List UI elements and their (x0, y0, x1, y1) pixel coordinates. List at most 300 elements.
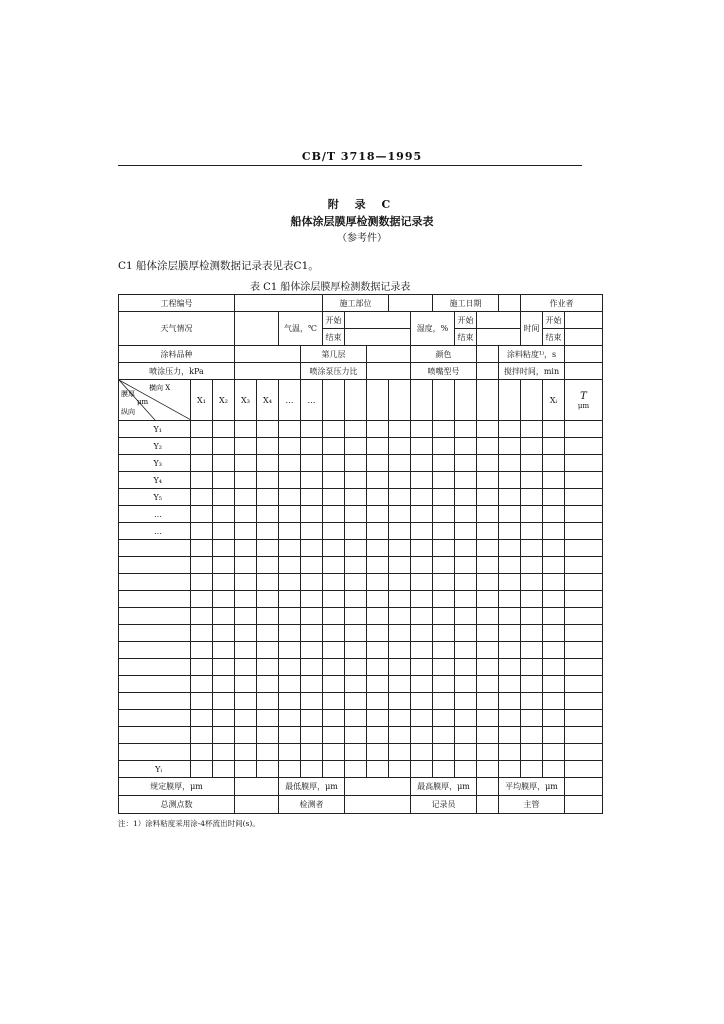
grid-cell (477, 557, 499, 574)
grid-cell (191, 608, 213, 625)
grid-cell (433, 727, 455, 744)
measurement-grid (119, 421, 603, 778)
row-label (119, 659, 191, 676)
table-row (119, 625, 603, 642)
grid-cell (499, 591, 521, 608)
grid-cell (191, 489, 213, 506)
grid-cell (389, 540, 411, 557)
grid-cell (279, 591, 301, 608)
table-row (119, 523, 603, 540)
grid-cell (257, 710, 279, 727)
grid-cell (565, 659, 603, 676)
grid-cell (235, 574, 257, 591)
grid-cell (235, 591, 257, 608)
grid-cell (323, 693, 345, 710)
grid-cell (213, 574, 235, 591)
grid-cell (477, 489, 499, 506)
cell-label: 开始 (323, 312, 345, 329)
grid-cell (433, 540, 455, 557)
grid-cell (301, 540, 323, 557)
grid-cell (213, 438, 235, 455)
grid-cell (323, 506, 345, 523)
grid-cell (191, 523, 213, 540)
grid-cell (433, 744, 455, 761)
row-label: Y₁ (119, 421, 191, 438)
grid-cell (543, 438, 565, 455)
cell-value (235, 295, 323, 312)
grid-cell (499, 421, 521, 438)
grid-cell (301, 438, 323, 455)
grid-cell (499, 625, 521, 642)
grid-cell (411, 574, 433, 591)
grid-cell (565, 421, 603, 438)
grid-cell (367, 421, 389, 438)
grid-cell (565, 523, 603, 540)
row-label (119, 744, 191, 761)
grid-cell (477, 438, 499, 455)
grid-cell (411, 608, 433, 625)
grid-cell (477, 761, 499, 778)
cell-value (367, 346, 411, 363)
grid-cell (213, 557, 235, 574)
cell-value (565, 329, 603, 346)
grid-cell (345, 489, 367, 506)
table-row (119, 676, 603, 693)
grid-cell (411, 557, 433, 574)
grid-cell (455, 625, 477, 642)
grid-cell (279, 625, 301, 642)
diag-film: 膜厚 (121, 390, 135, 398)
grid-cell (257, 421, 279, 438)
grid-cell (521, 693, 543, 710)
grid-cell (191, 744, 213, 761)
grid-cell (279, 455, 301, 472)
grid-cell (323, 438, 345, 455)
grid-cell (367, 693, 389, 710)
table-row (119, 557, 603, 574)
grid-cell (543, 727, 565, 744)
grid-cell (191, 574, 213, 591)
grid-cell (543, 557, 565, 574)
grid-cell (521, 540, 543, 557)
grid-cell (499, 540, 521, 557)
grid-cell (411, 421, 433, 438)
grid-cell (565, 693, 603, 710)
cell-label: 记录员 (411, 796, 477, 814)
col-header (389, 380, 411, 421)
row-label (119, 676, 191, 693)
grid-cell (411, 710, 433, 727)
grid-cell (367, 523, 389, 540)
row-label: Y₂ (119, 438, 191, 455)
col-header (477, 380, 499, 421)
appendix-subtitle: 船体涂层膜厚检测数据记录表 (290, 215, 434, 228)
cell-label: 主管 (499, 796, 565, 814)
grid-cell (565, 625, 603, 642)
grid-cell (477, 421, 499, 438)
grid-cell (257, 506, 279, 523)
grid-cell (191, 659, 213, 676)
cell-value (477, 363, 499, 380)
grid-cell (499, 438, 521, 455)
grid-cell (389, 455, 411, 472)
cell-label: 最高膜厚，μm (411, 778, 477, 796)
grid-cell (213, 591, 235, 608)
cell-value (235, 796, 279, 814)
table-row (119, 380, 603, 421)
cell-label: 第几层 (301, 346, 367, 363)
grid-cell (477, 642, 499, 659)
cell-label: 施工部位 (323, 295, 389, 312)
col-header: X₄ (257, 380, 279, 421)
grid-cell (257, 540, 279, 557)
grid-cell (191, 693, 213, 710)
grid-cell (279, 659, 301, 676)
grid-cell (455, 608, 477, 625)
grid-cell (565, 710, 603, 727)
grid-cell (367, 676, 389, 693)
grid-cell (455, 472, 477, 489)
col-header (521, 380, 543, 421)
col-header (367, 380, 389, 421)
grid-cell (565, 642, 603, 659)
grid-cell (565, 608, 603, 625)
grid-cell (301, 472, 323, 489)
grid-cell (257, 659, 279, 676)
grid-cell (345, 710, 367, 727)
grid-cell (433, 489, 455, 506)
grid-cell (235, 693, 257, 710)
grid-cell (279, 693, 301, 710)
grid-cell (279, 744, 301, 761)
grid-cell (389, 591, 411, 608)
grid-cell (235, 557, 257, 574)
grid-cell (301, 727, 323, 744)
row-label: Yᵢ (119, 761, 191, 778)
cell-value (499, 295, 521, 312)
row-label (119, 608, 191, 625)
grid-cell (521, 710, 543, 727)
grid-cell (213, 710, 235, 727)
grid-cell (367, 455, 389, 472)
grid-cell (279, 727, 301, 744)
grid-cell (455, 455, 477, 472)
grid-cell (411, 506, 433, 523)
cell-label: 开始 (543, 312, 565, 329)
cell-value (477, 778, 499, 796)
grid-cell (279, 557, 301, 574)
grid-cell (323, 472, 345, 489)
row-label: … (119, 523, 191, 540)
grid-cell (235, 523, 257, 540)
grid-cell (213, 455, 235, 472)
grid-cell (235, 727, 257, 744)
grid-cell (389, 421, 411, 438)
grid-cell (521, 455, 543, 472)
table-row (119, 591, 603, 608)
diagonal-header-cell (119, 380, 191, 421)
grid-cell (455, 421, 477, 438)
diag-horizontal: 横向 X (149, 384, 171, 392)
row-label: Y₃ (119, 455, 191, 472)
grid-cell (367, 557, 389, 574)
grid-cell (411, 540, 433, 557)
col-header (499, 380, 521, 421)
grid-cell (191, 710, 213, 727)
grid-cell (543, 421, 565, 438)
grid-cell (345, 642, 367, 659)
grid-cell (543, 489, 565, 506)
cell-value (477, 346, 499, 363)
grid-cell (477, 506, 499, 523)
cell-value (389, 295, 433, 312)
grid-cell (389, 523, 411, 540)
grid-cell (323, 642, 345, 659)
grid-cell (411, 438, 433, 455)
grid-cell (389, 574, 411, 591)
grid-cell (323, 455, 345, 472)
grid-cell (455, 523, 477, 540)
grid-cell (455, 506, 477, 523)
grid-cell (389, 642, 411, 659)
cell-label: 喷嘴型号 (411, 363, 477, 380)
grid-cell (257, 489, 279, 506)
grid-cell (279, 642, 301, 659)
cell-label: 施工日期 (433, 295, 499, 312)
row-label (119, 591, 191, 608)
grid-cell (477, 744, 499, 761)
grid-cell (301, 642, 323, 659)
grid-cell (191, 540, 213, 557)
grid-cell (367, 438, 389, 455)
grid-cell (191, 506, 213, 523)
t-label: T (580, 390, 587, 402)
grid-cell (543, 523, 565, 540)
grid-cell (411, 761, 433, 778)
grid-cell (279, 574, 301, 591)
row-label (119, 710, 191, 727)
grid-cell (213, 761, 235, 778)
grid-cell (367, 608, 389, 625)
grid-cell (323, 574, 345, 591)
grid-cell (257, 608, 279, 625)
grid-cell (477, 523, 499, 540)
row-label: Y₅ (119, 489, 191, 506)
grid-cell (257, 625, 279, 642)
grid-cell (301, 659, 323, 676)
grid-cell (279, 761, 301, 778)
col-header (433, 380, 455, 421)
grid-cell (235, 710, 257, 727)
record-table (118, 294, 603, 814)
grid-cell (213, 523, 235, 540)
grid-cell (411, 625, 433, 642)
grid-cell (191, 557, 213, 574)
cell-label: 开始 (455, 312, 477, 329)
grid-cell (521, 557, 543, 574)
grid-cell (521, 472, 543, 489)
grid-cell (257, 557, 279, 574)
col-header: … (279, 380, 301, 421)
grid-cell (499, 659, 521, 676)
grid-cell (323, 591, 345, 608)
grid-cell (499, 472, 521, 489)
grid-cell (521, 642, 543, 659)
grid-cell (389, 438, 411, 455)
grid-cell (235, 642, 257, 659)
grid-cell (235, 455, 257, 472)
grid-cell (499, 506, 521, 523)
grid-cell (279, 506, 301, 523)
grid-cell (345, 761, 367, 778)
grid-cell (323, 608, 345, 625)
grid-cell (477, 540, 499, 557)
grid-cell (477, 472, 499, 489)
grid-cell (345, 455, 367, 472)
grid-cell (477, 625, 499, 642)
grid-cell (257, 574, 279, 591)
cell-label: 平均膜厚，μm (499, 778, 565, 796)
appendix-title: 附 录 C (327, 198, 397, 211)
table-row (119, 346, 603, 363)
grid-cell (345, 574, 367, 591)
cell-label: 最低膜厚，μm (279, 778, 345, 796)
row-label (119, 557, 191, 574)
grid-cell (279, 523, 301, 540)
diagonal-lines (119, 380, 191, 420)
grid-cell (257, 744, 279, 761)
grid-cell (323, 727, 345, 744)
grid-cell (213, 489, 235, 506)
grid-cell (477, 693, 499, 710)
grid-cell (477, 608, 499, 625)
table-caption: 表 C1 船体涂层膜厚检测数据记录表 (250, 282, 411, 293)
grid-cell (543, 574, 565, 591)
grid-cell (257, 523, 279, 540)
table-row (119, 574, 603, 591)
grid-cell (345, 540, 367, 557)
grid-cell (565, 540, 603, 557)
grid-cell (301, 608, 323, 625)
table-row (119, 778, 603, 796)
grid-cell (543, 761, 565, 778)
grid-cell (433, 693, 455, 710)
grid-cell (345, 608, 367, 625)
grid-cell (345, 472, 367, 489)
grid-cell (367, 659, 389, 676)
grid-cell (433, 625, 455, 642)
grid-cell (279, 472, 301, 489)
grid-cell (411, 472, 433, 489)
col-header: X₃ (235, 380, 257, 421)
grid-cell (433, 472, 455, 489)
diag-vertical: 纵向 (121, 408, 135, 416)
cell-label: 工程编号 (119, 295, 235, 312)
grid-cell (345, 744, 367, 761)
grid-cell (301, 489, 323, 506)
grid-cell (433, 676, 455, 693)
grid-cell (389, 608, 411, 625)
grid-cell (323, 659, 345, 676)
grid-cell (345, 591, 367, 608)
grid-cell (499, 557, 521, 574)
grid-cell (389, 557, 411, 574)
grid-cell (455, 574, 477, 591)
cell-value (477, 796, 499, 814)
table-row (119, 438, 603, 455)
row-label (119, 625, 191, 642)
cell-label: 喷涂压力，kPa (119, 363, 235, 380)
grid-cell (257, 642, 279, 659)
grid-cell (323, 489, 345, 506)
grid-cell (257, 761, 279, 778)
footnote: 注：1）涂料粘度采用涂-4杯流出时间(s)。 (118, 819, 260, 828)
section-c1: C1 船体涂层膜厚检测数据记录表见表C1。 (118, 260, 319, 272)
grid-cell (191, 455, 213, 472)
grid-cell (433, 608, 455, 625)
row-label: … (119, 506, 191, 523)
grid-cell (499, 710, 521, 727)
grid-cell (521, 761, 543, 778)
grid-cell (345, 523, 367, 540)
grid-cell (521, 591, 543, 608)
grid-cell (213, 642, 235, 659)
grid-cell (323, 523, 345, 540)
cell-label: 搅拌时间，min (499, 363, 565, 380)
grid-cell (213, 727, 235, 744)
grid-cell (411, 642, 433, 659)
col-header: … (301, 380, 323, 421)
grid-cell (191, 727, 213, 744)
grid-cell (367, 472, 389, 489)
grid-cell (499, 489, 521, 506)
col-header: Xᵢ (543, 380, 565, 421)
grid-cell (411, 693, 433, 710)
grid-cell (323, 557, 345, 574)
grid-cell (499, 523, 521, 540)
grid-cell (521, 676, 543, 693)
grid-cell (389, 489, 411, 506)
col-header: X₁ (191, 380, 213, 421)
t-unit: μm (577, 401, 590, 410)
cell-label: 时间 (521, 312, 543, 346)
row-label (119, 727, 191, 744)
grid-cell (257, 472, 279, 489)
grid-cell (521, 574, 543, 591)
grid-cell (565, 676, 603, 693)
grid-cell (521, 659, 543, 676)
grid-cell (433, 591, 455, 608)
cell-label: 规定膜厚，μm (119, 778, 235, 796)
cell-label: 结束 (455, 329, 477, 346)
grid-cell (433, 438, 455, 455)
cell-value (565, 778, 603, 796)
cell-value (477, 329, 521, 346)
grid-cell (345, 693, 367, 710)
grid-cell (521, 506, 543, 523)
cell-value (367, 363, 411, 380)
grid-cell (367, 710, 389, 727)
grid-cell (521, 625, 543, 642)
grid-cell (213, 659, 235, 676)
grid-cell (521, 744, 543, 761)
cell-value (235, 363, 301, 380)
grid-cell (367, 540, 389, 557)
grid-cell (455, 710, 477, 727)
grid-cell (257, 455, 279, 472)
grid-cell (389, 676, 411, 693)
header-rule (118, 165, 582, 166)
